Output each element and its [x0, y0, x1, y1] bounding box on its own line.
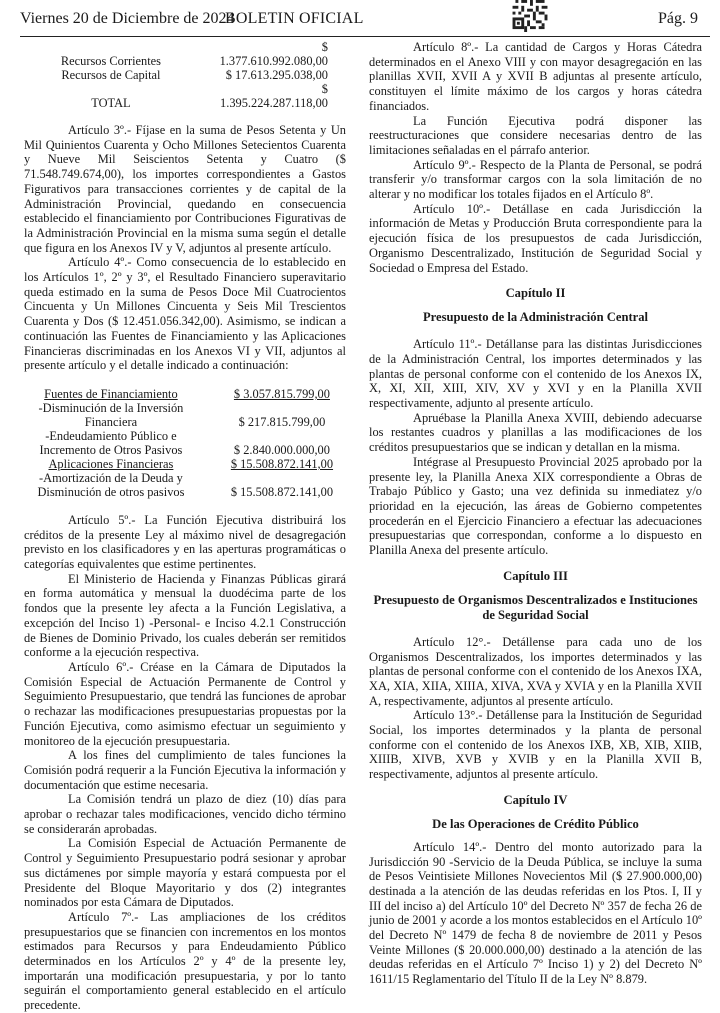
table-row: [24, 68, 346, 82]
chapter-4-subtitle: De las Operaciones de Crédito Público: [432, 816, 639, 831]
article-6-paragraph-4: La Comisión Especial de Actuación Permanente de Control y Seguimiento Presupuestario podrá sesionar y aprobar sus dictámenes por simple mayoría y estará compuesta por el Presidente del Bloque Mayoritario y dos (2) integrantes nominados por esta Cámara de Diputados.: [24, 836, 346, 910]
article-11-paragraph-3: Intégrase al Presupuesto Provincial 2025 aprobado por la presente ley, la Planilla Anexa XIX correspondiente a Obras de Trabajo Público y Gasto; una vez definida su inmediatez y/o prioridad en la ejecución, las áreas de Gobierno competentes procederán en el Ejercicio Financiero a efectuar las adecuaciones presupuestarias que correspondan, conforme a lo dispuesto en Planilla Anexa del presente artículo.: [369, 454, 702, 558]
table-row: [24, 471, 346, 499]
chapter-4-title: Capítulo IV: [503, 792, 568, 807]
article-14: Artículo 14º.- Dentro del monto autorizado para la Jurisdicción 90 -Servicio de la Deuda Pública, se incluye la suma de Pesos Veintisiete Millones Novecientos Mil ($ 27.900.000,00) destinada a la atención de las deudas referidas en los Ptos. I, II y III del inciso a) del Artículo 10º del Decreto Nº 357 de fecha 26 de junio de 2001 y acorde a los montos establecidos en el Artículo 10º del Decreto Nº 1479 de fecha 8 de noviembre de 2011 y Pesos Veinte Millones ($ 20.000.000,00) destinado a la atención de las deudas referidas en el Artículo 7º Inciso 1) y 2) del Decreto Nº 1611/15 Reglamentario del Título II de la Ley Nº 8.879.: [369, 839, 702, 987]
article-12: Artículo 12°.- Detállense para cada uno de los Organismos Descentralizados, los importes determinados y las plantas de personal conforme con el contenido de los Anexos IXA, XA, XIA, XIIA, XIIIA, XIVA, XVA y XVIA y en la Planilla XVII A, respectivamente, adjuntos al presente artículo.: [369, 634, 702, 708]
article-4: Artículo 4º.- Como consecuencia de lo establecido en los Artículos 1º, 2º y 3º, el Resultado Financiero superavitario queda estimado en la suma de Pesos Doce Mil Cuatrocientos Cincuenta y Un Millones Cincuenta y Seis Mil Trescientos Cuarenta y Dos ($ 12.451.056.342,00). Asimismo, se indican a continuación las Fuentes de Financiamiento y las Aplicaciones Financieras discriminadas en los Anexos VI y VII, adjuntos al presente artículo y el detalle indicado a continuación:: [24, 255, 346, 373]
chapter-2-subtitle: Presupuesto de la Administración Central: [422, 310, 649, 325]
table-row: [24, 40, 346, 68]
header-title: BOLETIN OFICIAL: [225, 10, 364, 27]
qr-code-icon[interactable]: [512, 0, 548, 32]
row-label: Fuentes de Financiamiento: [44, 386, 178, 401]
row-value: $ 2.840.000.000,00: [233, 442, 330, 457]
article-9: Artículo 9º.- Respecto de la Planta de Personal, se podrá transferir y/o transformar cargos con la sola limitación de no alterar y no modificar los totales fijados en el Artículo 8º.: [369, 157, 702, 202]
chapter-3-title: Capítulo III: [503, 568, 568, 583]
row-value: $ 1.395.224.287.118,00: [220, 82, 328, 110]
resources-table: [24, 40, 346, 110]
chapter-2-title: Capítulo II: [505, 286, 566, 301]
right-column: [369, 40, 702, 987]
page-number: Pág. 9: [658, 10, 698, 27]
table-row: [24, 429, 346, 457]
table-row: [24, 457, 346, 471]
row-label: Aplicaciones Financieras: [48, 456, 174, 471]
article-3: Artículo 3º.- Fíjase en la suma de Pesos Setenta y Un Mil Quinientos Cuarenta y Ocho Millones Setecientos Cuarenta y Nueve Mil Seiscientos Setenta y Cuatro ($ 71.548.749.674,00), los importes correspondientes a Gastos Figurativos para transacciones corrientes y de capital de la Administración Provincial, quedando en consecuencia establecido el financiamiento por Contribuciones Figurativas de la Administración Provincial en la misma suma según el detalle que figura en los Anexos IV y V, adjuntos al presente artículo.: [24, 123, 346, 255]
article-8-paragraph-2: La Función Ejecutiva podrá disponer las reestructuraciones que considere necesarias dentro de las limitaciones señaladas en el párrafo anterior.: [369, 113, 702, 157]
row-value: $ 217.815.799,00: [238, 414, 326, 429]
row-label: Recursos Corrientes: [60, 54, 161, 68]
row-value: $ 1.377.610.992.080,00: [219, 40, 328, 68]
article-5-paragraph-2: El Ministerio de Hacienda y Finanzas Públicas girará en forma automática y mensual la duodécima parte de los fondos que la presente ley afecta a la Función Legislativa, a excepción del Inciso 1) -Personal- e Inciso 4.2.1 Construcción de Bienes de Dominio Privado, los cuales deberán ser remitidos conforme a la ejecución respectiva.: [24, 571, 346, 660]
article-6-paragraph-3: La Comisión tendrá un plazo de diez (10) días para aprobar o rechazar tales modificaciones, vencido dicho término se considerarán aprobadas.: [24, 792, 346, 836]
article-10: Artículo 10º.- Detállase en cada Jurisdicción la información de Metas y Producción Bruta correspondiente para la ejecución física de los presupuestos de cada Jurisdicción, Organismo Descentralizado, Institución de Seguridad Social y Sociedad o Empresa del Estado.: [369, 201, 702, 275]
article-5: Artículo 5º.- La Función Ejecutiva distribuirá los créditos de la presente Ley al máximo nivel de desagregación previsto en los clasificadores y en las aperturas programáticas o categorías equivalentes que estime pertinentes.: [24, 512, 346, 572]
article-8: Artículo 8º.- La cantidad de Cargos y Horas Cátedra determinados en el Anexo VIII y con mayor desagregación en las planillas XVII, XVII A y XVII B adjuntas al presente artículo, constituyen el límite máximo de los cargos y horas cátedra financiados.: [369, 40, 702, 113]
row-label: Recursos de Capital: [61, 68, 161, 82]
row-value: $ 15.508.872.141,00: [230, 456, 334, 471]
article-13: Artículo 13°.- Detállense para la Institución de Seguridad Social, los importes determinados y la planta de personal conforme con el contenido de los Anexos IXB, XB, XIB, XIIB, XIIIB, XIVB, XVB y XVIB y en la Planilla XVII B, respectivamente, adjuntos al presente artículo.: [369, 708, 702, 782]
article-11: Artículo 11º.- Detállanse para las distintas Jurisdicciones de la Administración Central, los importes determinados y las plantas de personal conforme con el contenido de los Anexos IX, X, XI, XII, XIII, XIV, XV y XVI y en la Planilla XVII respectivamente, adjunto al presente artículo.: [369, 337, 702, 411]
chapter-3-subtitle: Presupuesto de Organismos Descentralizados e Instituciones de Seguridad Social: [373, 592, 698, 622]
table-row: [24, 82, 346, 110]
article-7: Artículo 7º.- Las ampliaciones de los créditos presupuestarios que se financien con incrementos en los montos estimados para Recursos y para Endeudamiento Público determinados en los Artículos 2º y 4º de la presente ley, importarán una modificación presupuestaria, y por lo tanto seguirán el comportamiento general establecido en el artículo precedente.: [24, 909, 346, 1013]
left-column: [24, 40, 346, 1013]
table-row: [24, 401, 346, 429]
row-value: $ 3.057.815.799,00: [233, 386, 330, 401]
row-value: $ 15.508.872.141,00: [230, 484, 334, 499]
article-11-paragraph-2: Apruébase la Planilla Anexa XVIII, debiendo adecuarse los restantes cuadros y planillas a las modificaciones de los créditos presupuestarios que se indican y detallan en la misma.: [369, 410, 702, 455]
article-6: Artículo 6º.- Créase en la Cámara de Diputados la Comisión Especial de Actuación Permanente de Control y Seguimiento Presupuestario, que tendrá las funciones de aprobar o rechazar las modificaciones presupuestarias propuestas por la Función Ejecutiva, como asimismo efectuar un seguimiento y monitoreo de la ejecución presupuestaria.: [24, 659, 346, 748]
header-date: Viernes 20 de Diciembre de 2024: [20, 10, 235, 27]
row-label: TOTAL: [91, 96, 131, 110]
table-row: [24, 387, 346, 401]
row-label: -Amortización de la Deuda y Disminución de otros pasivos: [37, 470, 185, 499]
article-6-paragraph-2: A los fines del cumplimiento de tales funciones la Comisión podrá requerir a la Función Ejecutiva la información y documentación que estime necesaria.: [24, 748, 346, 792]
row-value: $ 17.613.295.038,00: [225, 68, 328, 82]
financing-table: [24, 387, 346, 499]
row-label: -Endeudamiento Público e Incremento de Otros Pasivos: [39, 428, 183, 457]
page-header: [20, 0, 710, 37]
row-label: -Disminución de la Inversión Financiera: [38, 400, 184, 429]
